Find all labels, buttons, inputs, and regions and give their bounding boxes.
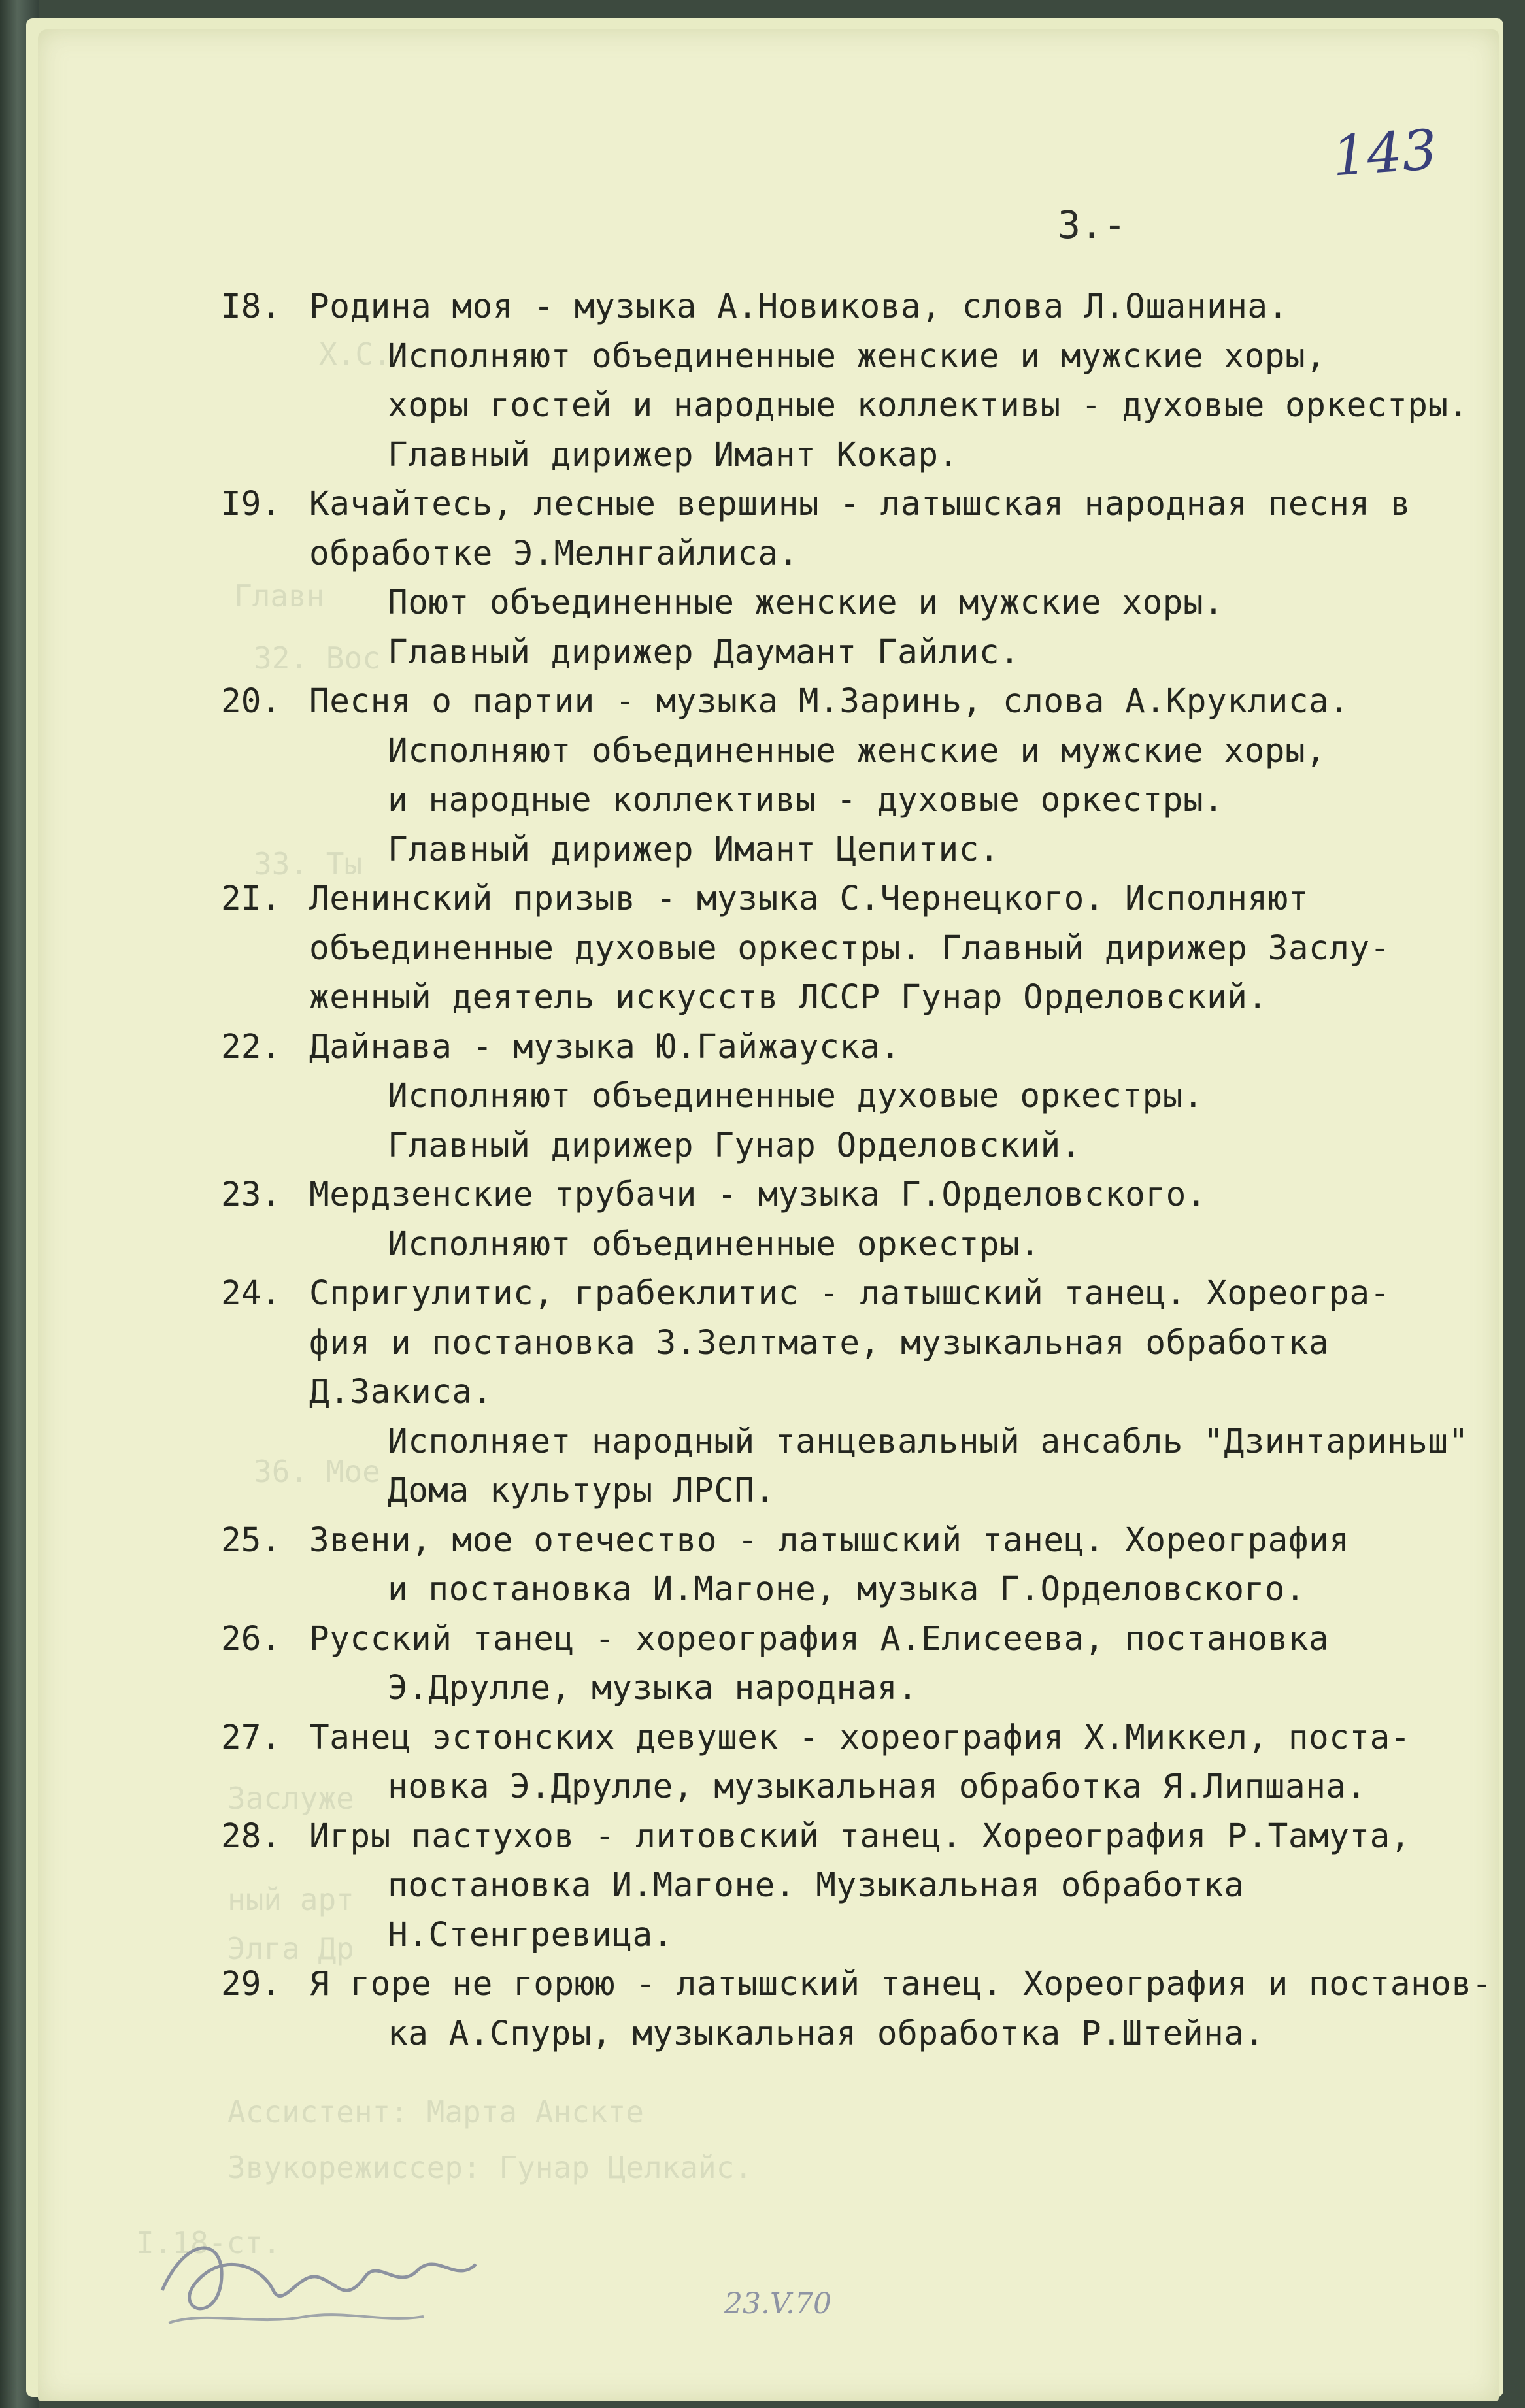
entry-line: Э.Друлле, музыка народная. (388, 1669, 918, 1707)
bleed-text: 36. Мое (254, 1454, 380, 1489)
bleed-text: Звукорежиссер: Гунар Целкайс. (227, 2150, 753, 2185)
page-number: 3.- (1058, 203, 1126, 247)
entry-line: обработке Э.Мелнгайлиса. (309, 534, 799, 573)
entry-line: и народные коллективы - духовые оркестры. (388, 781, 1224, 819)
entry-number: 24. (221, 1274, 282, 1313)
bleed-text: Х.С. (319, 337, 392, 372)
bleed-text: 32. Вос (254, 640, 380, 676)
entry-line: Главный дирижер Даумант Гайлис. (388, 633, 1020, 672)
entry-line: хоры гостей и народные коллективы - духовые оркестры. (388, 386, 1469, 425)
entry-line: Ленинский призыв - музыка С.Чернецкого. Исполняют (309, 880, 1309, 918)
entry-line: ка А.Спуры, музыкальная обработка Р.Штейна. (388, 2014, 1265, 2053)
entry-line: Дайнава - музыка Ю.Гайжауска. (309, 1027, 901, 1066)
entry-line: Качайтесь, лесные вершины - латышская народная песня в (309, 485, 1411, 523)
entry-line: Родина моя - музыка А.Новикова, слова Л.Ошанина. (309, 288, 1288, 326)
date-stamp: 23.V.70 (724, 2287, 832, 2320)
entry-line: женный деятель искусств ЛССР Гунар Орделовский. (309, 978, 1268, 1017)
entry-line: Песня о партии - музыка М.Заринь, слова А.Круклиса. (309, 682, 1350, 721)
bleed-text: ный арт (227, 1882, 354, 1917)
entry-line: Спригулитис, грабеклитис - латышский танец. Хореогра- (309, 1274, 1390, 1313)
entry-line: и постановка И.Магоне, музыка Г.Орделовского. (388, 1570, 1306, 1609)
entry-line: Исполняют объединенные духовые оркестры. (388, 1077, 1204, 1115)
entry-line: Поют объединенные женские и мужские хоры. (388, 584, 1224, 622)
bleed-text: 33. Ты (254, 846, 363, 882)
handwritten-signature (149, 2212, 489, 2336)
entry-line: Мердзенские трубачи - музыка Г.Орделовского. (309, 1176, 1207, 1214)
entry-number: 23. (221, 1176, 282, 1214)
entry-number: 22. (221, 1027, 282, 1066)
entry-number: 28. (221, 1817, 282, 1856)
entry-line: Исполняют объединенные женские и мужские хоры, (388, 731, 1326, 770)
entry-line: постановка И.Магоне. Музыкальная обработка (388, 1866, 1245, 1905)
entry-number: I9. (221, 485, 282, 523)
entry-number: 25. (221, 1521, 282, 1560)
entry-line: Главный дирижер Имант Кокар. (388, 435, 959, 474)
entry-line: фия и постановка З.Зелтмате, музыкальная обработка (309, 1323, 1330, 1362)
entry-number: I8. (221, 288, 282, 326)
folio-number: 143 (1330, 117, 1439, 189)
entry-line: Дома культуры ЛРСП. (388, 1472, 775, 1510)
entry-line: Исполняют объединенные женские и мужские хоры, (388, 337, 1326, 376)
entry-line: Русский танец - хореография А.Елисеева, постановка (309, 1619, 1330, 1658)
bleed-text: Заслуже (227, 1781, 354, 1816)
bleed-text: Ассистент: Марта Анскте (227, 2094, 644, 2130)
entry-number: 2I. (221, 880, 282, 918)
entry-line: Танец эстонских девушек - хореография Х.Миккел, поста- (309, 1718, 1411, 1757)
entry-number: 20. (221, 682, 282, 721)
bleed-text: Элга Др (227, 1931, 354, 1966)
bleed-text: I.18-ст. (136, 2225, 281, 2260)
entry-line: Исполняет народный танцевальный ансабль "Дзинтариньш" (388, 1422, 1469, 1461)
entry-list (38, 29, 1499, 2401)
entry-line: Д.Закиса. (309, 1373, 493, 1411)
entry-line: Н.Стенгревица. (388, 1915, 673, 1954)
bleed-text: Главн (234, 578, 325, 614)
entry-line: Главный дирижер Гунар Орделовский. (388, 1126, 1081, 1165)
entry-number: 27. (221, 1718, 282, 1757)
entry-line: Я горе не горюю - латышский танец. Хореография и постанов- (309, 1965, 1492, 2004)
entry-number: 29. (221, 1965, 282, 2004)
entry-line: Главный дирижер Имант Цепитис. (388, 830, 1000, 869)
entry-line: Исполняют объединенные оркестры. (388, 1225, 1041, 1264)
entry-line: новка Э.Друлле, музыкальная обработка Я.Липшана. (388, 1768, 1367, 1806)
entry-line: Игры пастухов - литовский танец. Хореография Р.Тамута, (309, 1817, 1411, 1856)
entry-line: объединенные духовые оркестры. Главный дирижер Заслу- (309, 929, 1390, 968)
document-page (38, 29, 1499, 2401)
entry-number: 26. (221, 1619, 282, 1658)
entry-line: Звени, мое отечество - латышский танец. Хореография (309, 1521, 1350, 1560)
